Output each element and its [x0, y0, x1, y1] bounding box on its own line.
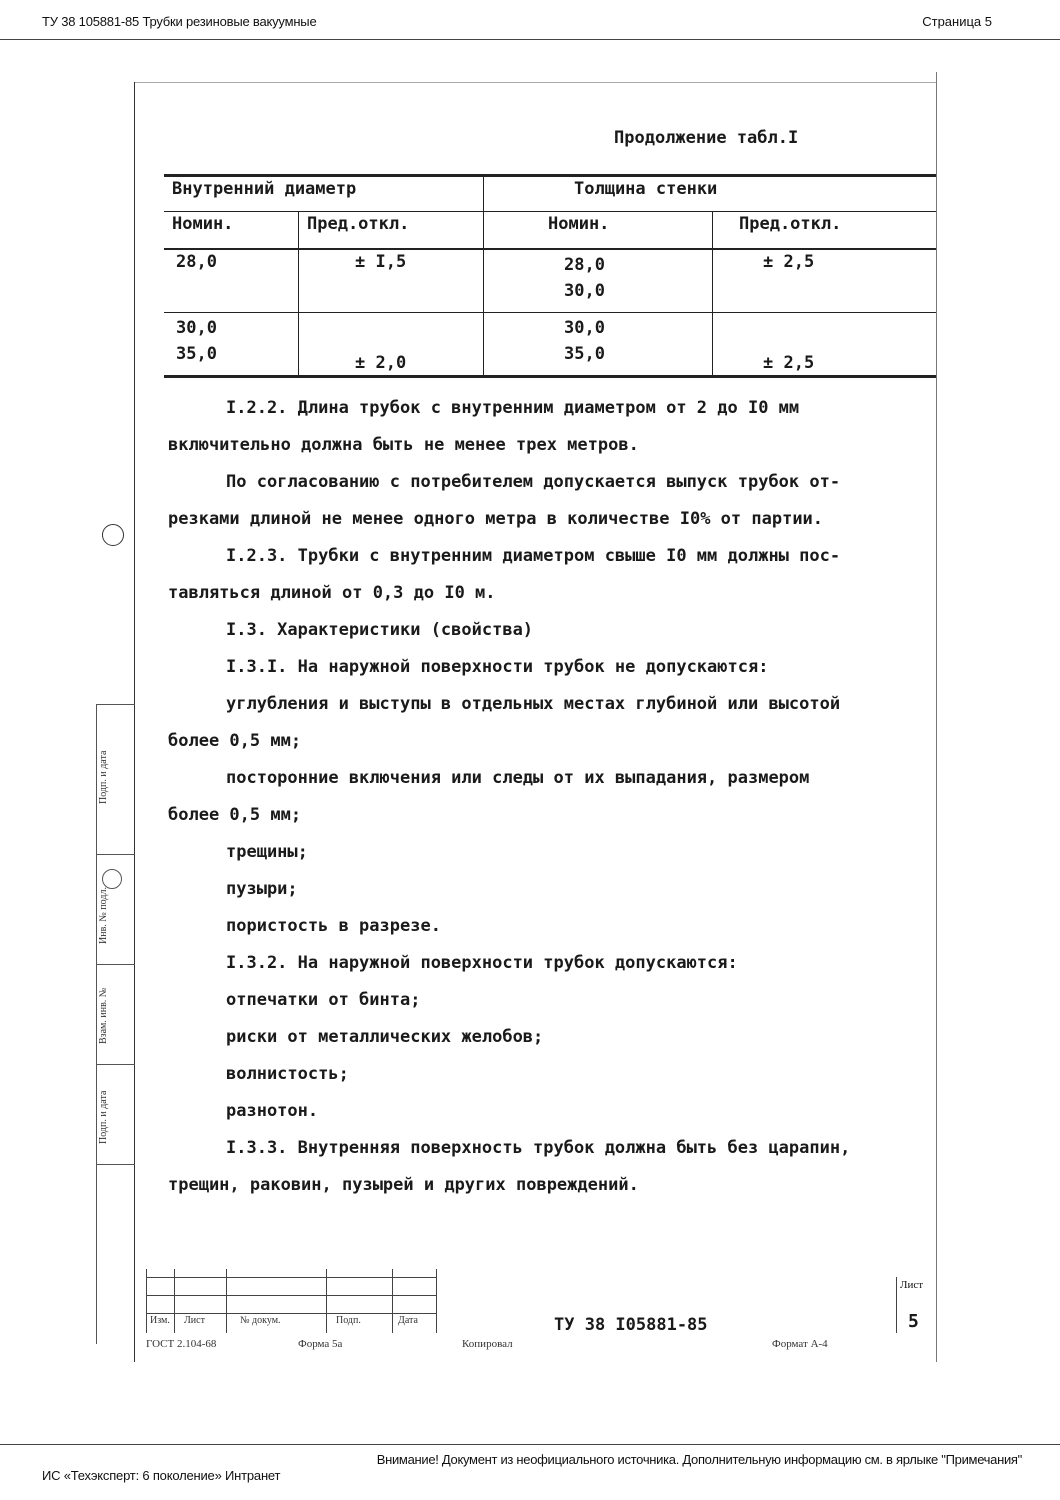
cell-wall-nom: 30,0 35,0 — [484, 313, 713, 377]
paragraph-line: углубления и выступы в отдельных местах глубиной или высотой — [226, 694, 841, 714]
stamp-rule — [436, 1269, 437, 1333]
side-box-row — [97, 1064, 135, 1065]
side-label-inv-no: Инв. № подл. — [98, 887, 109, 944]
side-box-row — [97, 1164, 135, 1165]
paragraph-line: I.3. Характеристики (свойства) — [226, 620, 534, 640]
group-wall-thickness: Толщина стенки — [484, 176, 937, 212]
paragraph-line: более 0,5 мм; — [168, 805, 302, 825]
paragraph-line: По согласованию с потребителем допускается выпуск трубок от- — [226, 472, 841, 492]
stamp-col-date: Дата — [398, 1315, 418, 1326]
paragraph-line: риски от металлических желобов; — [226, 1027, 544, 1047]
document-title: ТУ 38 105881-85 Трубки резиновые вакуумные — [42, 14, 317, 29]
table-sub-header — [164, 212, 936, 250]
stamp-sheet-number: 5 — [908, 1311, 919, 1332]
paragraph-line: трещин, раковин, пузырей и других повреждений. — [168, 1175, 639, 1195]
paragraph-line: волнистость; — [226, 1064, 349, 1084]
side-label-vzam-inv: Взам. инв. № — [98, 987, 109, 1044]
cell-wall-nom: 28,0 30,0 — [484, 249, 713, 313]
cell-wall-dev: ± 2,5 — [713, 249, 937, 313]
side-box-row — [97, 704, 135, 705]
stamp-sheet-label: Лист — [900, 1279, 924, 1291]
frame-top-line — [134, 82, 936, 83]
paragraph-line: пористость в разрезе. — [226, 916, 441, 936]
binder-hole-icon — [102, 524, 124, 546]
cell-wall-dev: ± 2,5 — [713, 313, 937, 377]
paragraph-line: посторонние включения или следы от их выпадания, размером — [226, 768, 810, 788]
table-group-header — [164, 176, 936, 212]
paragraph-line: разнотон. — [226, 1101, 319, 1121]
stamp-rule — [226, 1269, 227, 1333]
cell-inner-dev: ± 2,0 — [299, 313, 484, 377]
cell-inner-dev: ± I,5 — [299, 249, 484, 313]
paragraph-line: I.3.3. Внутренняя поверхность трубок должна быть без царапин, — [226, 1138, 851, 1158]
table-row — [164, 249, 936, 313]
paragraph-line: включительно должна быть не менее трех метров. — [168, 435, 639, 455]
col-wall-dev: Пред.откл. — [713, 212, 937, 250]
group-inner-diameter: Внутренний диаметр — [164, 176, 484, 212]
dimensions-table — [164, 174, 936, 378]
side-box-row — [97, 964, 135, 965]
table-row — [164, 313, 936, 377]
stamp-rule — [146, 1269, 147, 1333]
title-block — [146, 1269, 938, 1333]
paragraph-line: более 0,5 мм; — [168, 731, 302, 751]
stamp-rule — [896, 1277, 897, 1333]
stamp-rule — [392, 1269, 393, 1333]
paragraph-line: I.3.2. На наружной поверхности трубок допускаются: — [226, 953, 738, 973]
col-inner-nom: Номин. — [164, 212, 299, 250]
source-warning: Внимание! Документ из неофициального источника. Дополнительную информацию см. в ярлыке "Примечания" — [376, 1452, 1022, 1467]
stamp-document-code: ТУ 38 I05881-85 — [554, 1315, 708, 1335]
table-continuation-caption: Продолжение табл.I — [614, 128, 799, 148]
page-number: Страница 5 — [922, 14, 992, 29]
cell-inner-nom: 28,0 — [176, 252, 217, 272]
stamp-gost: ГОСТ 2.104-68 — [146, 1338, 217, 1350]
scanned-page — [76, 64, 954, 1364]
side-label-sign-date-2: Подп. и дата — [98, 1090, 109, 1144]
col-wall-nom: Номин. — [484, 212, 713, 250]
stamp-form: Форма 5а — [298, 1338, 343, 1350]
stamp-col-doc: № докум. — [240, 1315, 281, 1326]
paragraph-line: резками длиной не менее одного метра в количестве I0% от партии. — [168, 509, 824, 529]
paragraph-line: отпечатки от бинта; — [226, 990, 421, 1010]
paragraph-line: I.2.2. Длина трубок с внутренним диаметром от 2 до I0 мм — [226, 398, 800, 418]
stamp-rule — [174, 1269, 175, 1333]
side-label-sign-date: Подп. и дата — [98, 750, 109, 804]
stamp-rule — [326, 1269, 327, 1333]
stamp-col-list: Лист — [184, 1315, 205, 1326]
system-name: ИС «Техэксперт: 6 поколение» Интранет — [42, 1468, 281, 1483]
footer-divider — [0, 1444, 1060, 1445]
stamp-format: Формат А-4 — [772, 1338, 828, 1350]
paragraph-line: тавляться длиной от 0,3 до I0 м. — [168, 583, 496, 603]
header-divider — [0, 39, 1060, 40]
paragraph-line: пузыри; — [226, 879, 298, 899]
stamp-col-sign: Подп. — [336, 1315, 361, 1326]
stamp-col-izm: Изм. — [150, 1315, 170, 1326]
stamp-copied: Копировал — [462, 1338, 513, 1350]
cell-inner-nom: 30,0 35,0 — [164, 313, 299, 377]
side-box-row — [97, 854, 135, 855]
paragraph-line: I.3.I. На наружной поверхности трубок не допускаются: — [226, 657, 769, 677]
col-inner-dev: Пред.откл. — [299, 212, 484, 250]
paragraph-line: I.2.3. Трубки с внутренним диаметром свыше I0 мм должны пос- — [226, 546, 841, 566]
paragraph-line: трещины; — [226, 842, 308, 862]
specification-text — [168, 390, 938, 1204]
